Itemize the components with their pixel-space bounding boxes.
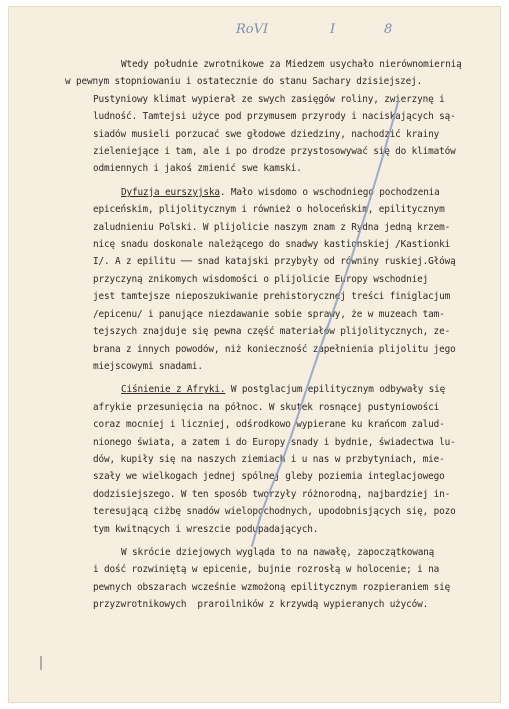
text-line: zaludnieniu Polski. W plijolicie naszym znam z Rydna jedną krzem- [93,221,451,233]
section-heading-cisnienie: Ciśnienie z Afryki. [121,384,226,396]
text-line: tym kwitnących i wreszcie podupadających. [93,523,319,535]
document-page [8,6,501,703]
text-line: /epicenu/ i panujące niezdawanie sobie sprawy, że w muzeach tam- [93,308,445,320]
text-line: tejszych znajduje się pewna część materiałów plijolitycznych, ze- [93,326,451,338]
text-line: ludność. Tamtejsi użyce pod przymusem przyrody i naciskających są- [93,111,456,123]
text-line: dów, kupiły się na naszych ziemiach i u nas w przbytyniach, mie- [93,453,445,465]
text-line: afrykie przesunięcia na północ. W skutek rosnącej pustyniowości [93,401,440,413]
margin-mark [40,656,42,670]
text-line: brana z innych powodów, niż konieczność zapełnienia plijolitu jego [93,343,456,355]
paragraph-2 [93,184,493,375]
heading-line [93,381,493,398]
text-line: i dość rozwiniętą w epicenie, bujnie rozrosłą w holocenie; i na [93,564,440,576]
text-line: nionego świata, a zatem i do Europy snady i bydnie, świadectwa lu- [93,436,456,448]
text-line: epiceńskim, plijolitycznym i również o holoceńskim, epilitycznym [93,204,445,216]
text-line: W postglacjum epilitycznym odbywały się [225,384,446,396]
text-line: teresującą ciżbę snadów wielopochodnych, upodobnisjących się, pozo [93,506,456,518]
paragraph-1 [65,56,493,178]
text-line: dodzisiejszego. W ten sposób tworzyły różnorodną, najbardziej in- [93,488,451,500]
text-line: przyzwrotnikowych praroilników z krzywdą wypieranych użyców. [93,599,429,611]
text-line: odmiennych i jakoś zmienić swe kamski. [93,163,302,175]
text-line: Wtedy południe zwrotnikowe za Miedzem usychało nierównomiernią [121,59,462,70]
text-line: Pustyniowy klimat wypierał ze swych zasięgów roliny, zwierzynę i [93,93,445,105]
text-line: . Mało wisdomo o wschodniego pochodzenia [219,186,440,198]
text-line: w pewnym stopniowaniu i ostatecznie do stanu Sachary dzisiejszej. [65,76,423,88]
paragraph-4 [93,544,493,614]
text-line: przyczyną znikomych wisdomości o plijolicie Europy wschodniej [93,273,429,285]
text-line: zieleniejące i tam, ale i po drodze przystosowywać się do klimatów [93,146,456,158]
text-line: szały we wielkogach jednej spólnej gleby poziemia integlacjowego [93,471,445,483]
text-line: siadów musieli porzucać swe głodowe dziedziny, nachodzić krainy [93,128,440,140]
text-line: W skrócie dziejowych wygląda to na nawałę, zapoczątkowaną [121,546,435,558]
roman-numeral-annotation: I [330,22,336,37]
paragraph-3 [93,381,493,538]
text-line: jest tamtejsze nieposzukiwanie prehistorycznej treści finiglacjum [93,291,451,303]
section-heading-dyfuzja: Dyfuzja eurszyjska [121,186,220,198]
archive-mark: RoVI [236,22,269,37]
text-line: pewnych obszarach wcześnie wzmożoną epilitycznym rozpieraniem się [93,581,451,593]
text-line: I/. A z epilitu ── snad katajski przybyły od równiny ruskiej.Główą [93,256,456,268]
heading-line [93,184,493,201]
text-line: nicę snadu doskonale należącego do snadwy kastionskiej /Kastionki [93,239,451,251]
text-line: miejscowymi snadami. [93,360,203,372]
page-number: 8 [384,22,393,37]
typed-text [65,56,493,620]
text-line: coraz mocniej i liczniej, odśrodkowo wypierane ku krańcom zalud- [93,419,445,431]
